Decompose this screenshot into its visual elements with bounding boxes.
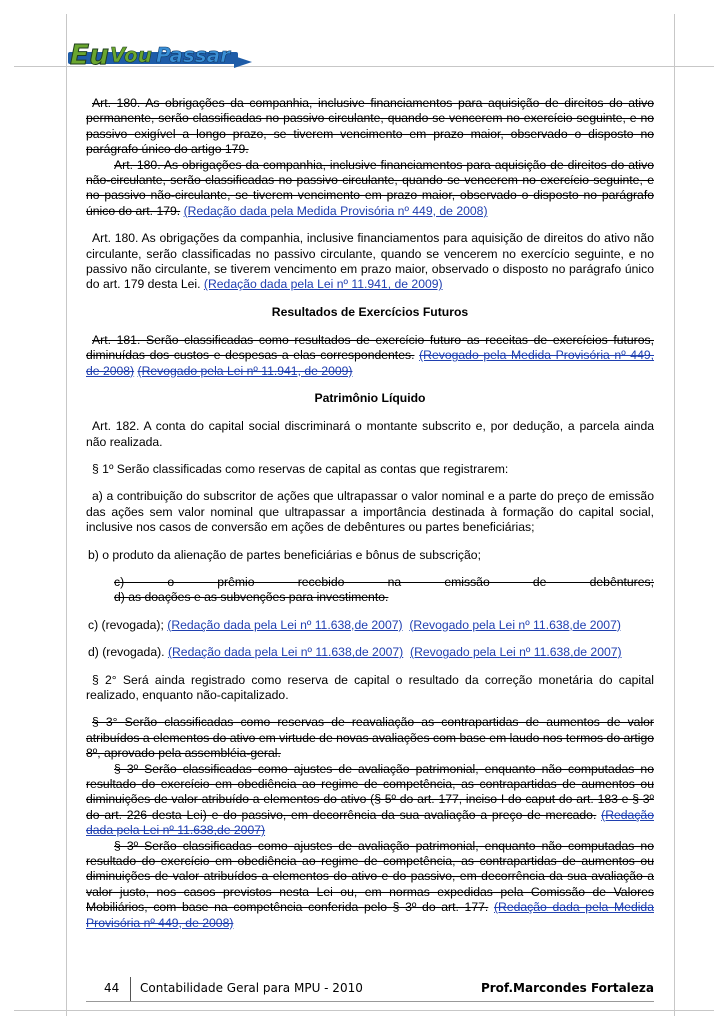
- art-181-lei-link[interactable]: (Revogado pela Lei nº 11.941, de 2009): [137, 363, 353, 378]
- logo-part-eu: Eu: [70, 38, 110, 71]
- art-181: Art. 181. Serão classificadas como resultados de exercício futuro as receitas de exercícios futuros, diminuídas dos custos e despesas a elas correspondentes. (Revogado pela Medida Provisória nº 449, de 2008) (Revogado pela Lei nº 11.941, de 2009): [86, 332, 655, 378]
- item-c-link-revogado[interactable]: (Revogado pela Lei nº 11.638,de 2007): [409, 617, 621, 632]
- item-b: b) o produto da alienação de partes beneficiárias e bônus de subscrição;: [88, 547, 481, 562]
- item-c-link-redacao[interactable]: (Redação dada pela Lei nº 11.638,de 2007): [167, 617, 403, 632]
- margin-guide-bottom: [14, 1010, 714, 1011]
- item-c: c) (revogada); (Redação dada pela Lei nº 11.638,de 2007) (Revogado pela Lei nº 11.638,de 2007): [88, 617, 621, 632]
- heading-patrimonio: Patrimônio Líquido: [314, 391, 426, 406]
- page-footer: [86, 977, 654, 1001]
- paragraph-1: § 1º Serão classificadas como reservas de capital as contas que registrarem:: [92, 461, 509, 476]
- logo-part-vou: Vou: [110, 43, 153, 67]
- paragraph-2: § 2° Será ainda registrado como reserva de capital o resultado da correção monetária do capital realizado, enquanto não-capitalizado.: [86, 672, 654, 702]
- art-181-mp-link[interactable]: (Revogado pela Medida Provisória nº 449, de 2008): [86, 348, 655, 378]
- art-182: Art. 182. A conta do capital social discriminará o montante subscrito e, por dedução, a parcela ainda não realizada.: [86, 419, 654, 449]
- art-180-mp-link[interactable]: (Redação dada pela Medida Provisória nº 449, de 2008): [183, 203, 488, 218]
- footer-rule: [86, 1001, 654, 1002]
- item-d-link-redacao[interactable]: (Redação dada pela Lei nº 11.638,de 2007): [167, 645, 404, 660]
- art-180-lei-link[interactable]: (Redação dada pela Lei nº 11.941, de 2009): [203, 277, 443, 292]
- footer-author: Prof.Marcondes Fortaleza: [480, 981, 654, 995]
- euvoupassar-logo: [66, 18, 256, 84]
- footer-title: Contabilidade Geral para MPU - 2010: [140, 981, 363, 995]
- paragraph-3-mp-2008: § 3º Serão classificadas como ajustes de avaliação patrimonial, enquanto não computadas no resultado do exercício em obediência ao regime de competência, as contrapartidas de aumentos ou diminuições de valor atribuídos a elementos do ativo e do passivo, em decorrência da sua avaliação a valor justo, nos casos previstos nesta Lei ou, em normas expedidas pela Comissão de Valores Mobiliários, com base na competência conferida pelo § 3º do art. 177. (Redação dada pela Medida Provisória nº 449, de 2008): [86, 838, 654, 930]
- document-body: [86, 96, 654, 931]
- item-d-link-revogado[interactable]: (Revogado pela Lei nº 11.638,de 2007): [410, 645, 622, 660]
- item-d-original: d) as doações e as subvenções para investimento.: [114, 590, 389, 605]
- heading-resultados: Resultados de Exercícios Futuros: [271, 304, 469, 319]
- item-c-original: c) o prêmio recebido na emissão de debêntures;: [114, 574, 654, 589]
- items-c-d-original: [86, 575, 654, 606]
- footer-divider: [130, 977, 131, 1001]
- paragraph-3-mp-link[interactable]: (Redação dada pela Medida Provisória nº 449, de 2008): [86, 900, 654, 930]
- art-180-original: Art. 180. As obrigações da companhia, inclusive financiamentos para aquisição de direitos do ativo permanente, serão classificadas no passivo circulante, quando se vencerem no exercício seguinte, e no passivo exigível a longo prazo, se tiverem vencimento em prazo maior, observado o disposto no parágrafo único do artigo 179.: [86, 96, 654, 157]
- item-a: a) a contribuição do subscritor de ações que ultrapassar o valor nominal e a parte do preço de emissão das ações sem valor nominal que ultrapassar a importância destinada à formação do capital social, inclusive nos casos de conversão em ações de debêntures ou partes beneficiárias;: [86, 489, 654, 535]
- margin-guide-left: [66, 14, 67, 1016]
- paragraph-3-lei-link[interactable]: (Redação dada pela Lei nº 11.638,de 2007): [86, 807, 654, 838]
- paragraph-3-original: § 3° Serão classificadas como reservas de reavaliação as contrapartidas de aumentos de valor atribuídos a elementos do ativo em virtude de novas avaliações com base em laudo nos termos do artigo 8º, aprovado pela assembléia-geral.: [86, 715, 654, 761]
- page-number: 44: [104, 981, 120, 995]
- margin-guide-right: [674, 14, 675, 1016]
- paragraph-3-lei-2007: § 3º Serão classificadas como ajustes de avaliação patrimonial, enquanto não computadas no resultado do exercício em obediência ao regime de competência, as contrapartidas de aumentos ou diminuições de valor atribuído a elementos do ativo (§ 5º do art. 177, inciso I do caput do art. 183 e § 3º do art. 226 desta Lei) e do passivo, em decorrência da sua avaliação a preço de mercado. (Redação dada pela Lei nº 11.638,de 2007): [86, 761, 654, 838]
- paragraph-3-block: [86, 715, 654, 931]
- item-d: d) (revogada). (Redação dada pela Lei nº 11.638,de 2007) (Revogado pela Lei nº 11.638,de 2007): [88, 645, 622, 660]
- art-180-mp-version: Art. 180. As obrigações da companhia, inclusive financiamentos para aquisição de direitos do ativo não-circulante, serão classificadas no passivo circulante, quando se vencerem no exercício seguinte, e no passivo não-circulante, se tiverem vencimento em prazo maior, observado o disposto no parágrafo único do art. 179. (Redação dada pela Medida Provisória nº 449, de 2008): [86, 157, 654, 218]
- logo-part-passar: Passar: [156, 43, 231, 67]
- art-180-block: [86, 96, 654, 219]
- art-180-current: Art. 180. As obrigações da companhia, inclusive financiamentos para aquisição de direitos do ativo não circulante, serão classificadas no passivo circulante, quando se vencerem no exercício seguinte, e no passivo não circulante, se tiverem vencimento em prazo maior, observado o disposto no parágrafo único do art. 179 desta Lei. (Redação dada pela Lei nº 11.941, de 2009): [86, 231, 654, 292]
